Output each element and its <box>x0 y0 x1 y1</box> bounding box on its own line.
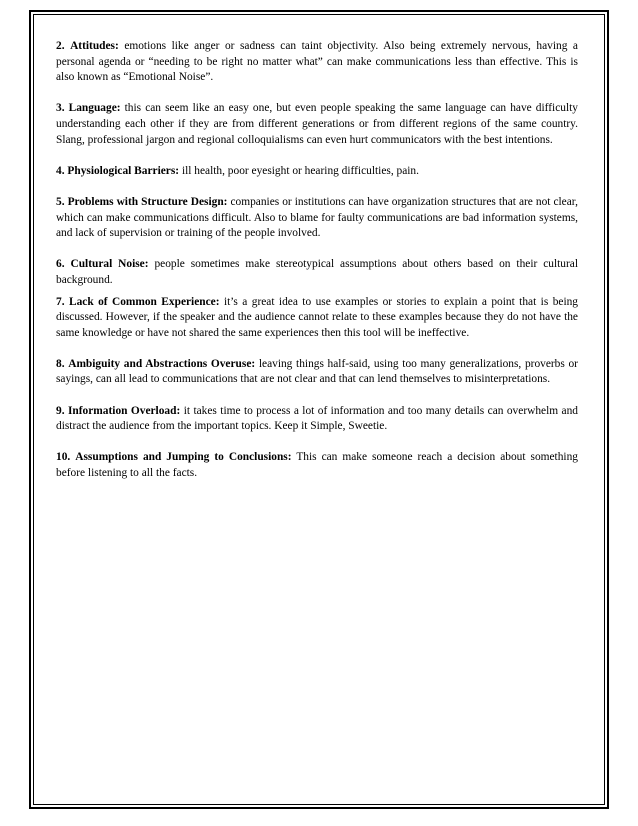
item-title: Physiological Barriers: <box>67 164 180 177</box>
list-item-language <box>56 101 578 148</box>
item-number: 6. <box>56 258 65 271</box>
list-item-structure-design <box>56 195 578 242</box>
item-number: 5. <box>56 195 65 208</box>
item-text: this can seem like an easy one, but even people speaking the same language can have difficulty understanding each other if they are from different generations or from different regions of the same country. Slang, professional jargon and regional colloquialisms can even hurt communicators with the best intentions. <box>56 102 578 146</box>
item-title: Language: <box>68 102 121 115</box>
item-text: This can make someone reach a decision about something before listening to all the facts. <box>56 451 578 480</box>
item-title: Problems with Structure Design: <box>67 195 228 208</box>
item-number: 2. <box>56 40 65 52</box>
item-text: it takes time to process a lot of information and too many details can overwhelm and distract the audience from the important topics. Keep it Simple, Sweetie. <box>56 404 578 433</box>
item-title: Assumptions and Jumping to Conclusions: <box>75 451 292 464</box>
item-title: Information Overload: <box>67 404 181 417</box>
item-number: 4. <box>56 164 65 177</box>
item-title: Ambiguity and Abstractions Overuse: <box>68 357 256 370</box>
item-number: 10. <box>56 451 71 464</box>
item-title: Lack of Common Experience: <box>68 295 220 308</box>
item-text: leaving things half-said, using too many generalizations, proverbs or sayings, can all lead to communications that are not clear and that can lend themselves to misinterpretations. <box>56 357 578 386</box>
item-number: 3. <box>56 102 65 115</box>
item-text: companies or institutions can have organization structures that are not clear, which can make communications difficult. Also to blame for faulty communications are bad information systems, and lack of supervision or training of the people involved. <box>56 195 578 240</box>
list-item-ambiguity <box>56 357 578 388</box>
item-title: Attitudes: <box>70 40 119 52</box>
list-item-assumptions <box>56 450 578 481</box>
item-number: 9. <box>56 404 65 417</box>
list-item-information-overload <box>56 404 578 435</box>
item-number: 8. <box>56 357 65 370</box>
item-title: Cultural Noise: <box>70 258 149 271</box>
item-text: it’s a great idea to use examples or stories to explain a point that is being discussed. However, if the speaker and the audience cannot relate to these examples because they do not have the same knowledge or have not shared the same experiences then this tool will be ineffective. <box>56 295 578 339</box>
item-number: 7. <box>56 295 65 308</box>
list-item-cultural-noise <box>56 257 578 288</box>
list-item-common-experience <box>56 295 578 342</box>
item-text: people sometimes make stereotypical assumptions about others based on their cultural background. <box>56 258 578 286</box>
item-text: emotions like anger or sadness can taint objectivity. Also being extremely nervous, having a personal agenda or “needing to be right no matter what” can make communications less than effective. This is also known as “Emotional Noise”. <box>56 40 578 84</box>
item-text: ill health, poor eyesight or hearing difficulties, pain. <box>181 164 419 177</box>
document-body <box>56 39 578 482</box>
list-item-attitudes <box>56 39 578 86</box>
list-item-physiological-barriers <box>56 164 578 180</box>
